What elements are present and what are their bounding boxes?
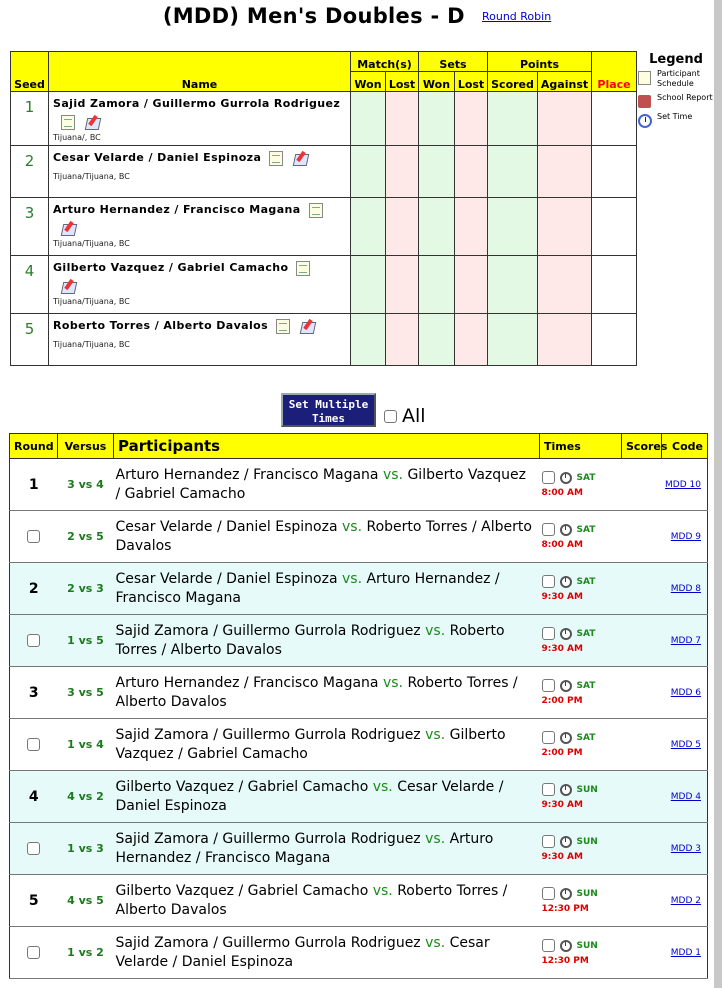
- page-header: [0, 4, 714, 28]
- standings-row: [11, 198, 637, 256]
- match-code-link[interactable]: MDD 10: [665, 479, 701, 490]
- col-points: Points: [488, 52, 592, 72]
- col-sets-lost: Lost: [455, 72, 488, 92]
- scores-cell: [622, 823, 662, 875]
- matches-lost-cell: [386, 146, 419, 198]
- points-against-cell: [538, 314, 592, 366]
- clock-icon[interactable]: [560, 784, 572, 796]
- match-time: 2:00 PM: [541, 748, 583, 758]
- match-row: [10, 459, 708, 511]
- points-against-cell: [538, 146, 592, 198]
- standings-row: [11, 92, 637, 146]
- clock-icon[interactable]: [560, 628, 572, 640]
- sets-won-cell: [419, 198, 455, 256]
- round-number: 3: [28, 684, 39, 701]
- match-day: SUN: [576, 784, 598, 795]
- match-code-link[interactable]: MDD 7: [670, 635, 701, 646]
- team-two[interactable]: Gilberto Vazquez / Gabriel Camacho: [115, 726, 506, 762]
- match-time: 9:30 AM: [541, 644, 583, 654]
- place-cell: [592, 198, 637, 256]
- code-cell: [662, 719, 708, 771]
- times-cell: [540, 459, 622, 511]
- match-code-link[interactable]: MDD 8: [670, 583, 701, 594]
- points-against-cell: [538, 198, 592, 256]
- col-times: Times: [540, 434, 622, 459]
- legend-title: Legend: [649, 52, 703, 67]
- time-select-checkbox[interactable]: [542, 731, 555, 744]
- times-cell: [540, 875, 622, 927]
- match-day: SAT: [576, 628, 596, 639]
- page-title: (MDD) Men's Doubles - D: [162, 4, 465, 28]
- match-select-checkbox[interactable]: [27, 946, 40, 959]
- match-select-checkbox[interactable]: [27, 634, 40, 647]
- scores-cell: [622, 563, 662, 615]
- participant-location: Tijuana/Tijuana, BC: [53, 340, 130, 349]
- participant-cell: [49, 198, 351, 256]
- match-time: 9:30 AM: [541, 852, 583, 862]
- team-two[interactable]: Cesar Velarde / Daniel Espinoza: [115, 934, 490, 970]
- match-row: [10, 563, 708, 615]
- code-cell: [662, 667, 708, 719]
- time-select-checkbox[interactable]: [542, 679, 555, 692]
- col-points-scored: Scored: [488, 72, 538, 92]
- participants-cell: [114, 823, 540, 875]
- col-round: Round: [10, 434, 58, 459]
- participant-location: Tijuana/Tijuana, BC: [53, 172, 130, 181]
- team-two[interactable]: Roberto Torres / Alberto Davalos: [115, 518, 532, 554]
- scores-cell: [622, 667, 662, 719]
- match-day: SAT: [576, 680, 596, 691]
- team-one[interactable]: Sajid Zamora / Guillermo Gurrola Rodriguez: [115, 726, 421, 743]
- time-select-checkbox[interactable]: [542, 783, 555, 796]
- time-select-checkbox[interactable]: [542, 627, 555, 640]
- team-two[interactable]: Roberto Torres / Alberto Davalos: [115, 882, 508, 918]
- round-number: 5: [28, 892, 39, 909]
- legend-label: Set Time: [657, 112, 693, 121]
- participants-cell: [114, 511, 540, 563]
- page-scrollbar[interactable]: [714, 0, 722, 988]
- participant-cell: [49, 256, 351, 314]
- participant-location: Tijuana/, BC: [53, 133, 101, 142]
- match-row: [10, 823, 708, 875]
- times-cell: [540, 771, 622, 823]
- vs-label: vs.: [372, 882, 393, 899]
- points-scored-cell: [488, 314, 538, 366]
- vs-label: vs.: [425, 622, 446, 639]
- round-cell: [10, 875, 58, 927]
- sets-lost-cell: [455, 314, 488, 366]
- team-two[interactable]: Arturo Hernandez / Francisco Magana: [115, 830, 494, 866]
- round-cell: [10, 615, 58, 667]
- time-select-checkbox[interactable]: [542, 471, 555, 484]
- vs-label: vs.: [425, 934, 446, 951]
- round-number: 1: [28, 476, 39, 493]
- match-code-link[interactable]: MDD 9: [670, 531, 701, 542]
- col-sets-won: Won: [419, 72, 455, 92]
- vs-label: vs.: [425, 830, 446, 847]
- versus-cell: 2 vs 5: [58, 511, 114, 563]
- versus-cell: 1 vs 2: [58, 927, 114, 979]
- code-cell: [662, 511, 708, 563]
- participant-name[interactable]: Sajid Zamora / Guillermo Gurrola Rodriguez: [53, 97, 341, 110]
- col-matches: Match(s): [351, 52, 419, 72]
- match-code-link[interactable]: MDD 4: [670, 791, 701, 802]
- participant-location: Tijuana/Tijuana, BC: [53, 297, 130, 306]
- all-checkbox[interactable]: [384, 410, 397, 423]
- vs-label: vs.: [382, 466, 403, 483]
- round-cell: [10, 511, 58, 563]
- match-day: SAT: [576, 472, 596, 483]
- code-cell: [662, 563, 708, 615]
- set-time-icon[interactable]: [300, 319, 316, 334]
- col-name: Name: [49, 52, 351, 92]
- legend-item-report: [638, 93, 714, 108]
- col-place: Place: [592, 52, 637, 92]
- participant-schedule-icon[interactable]: [269, 151, 283, 166]
- col-points-against: Against: [538, 72, 592, 92]
- standings-row: [11, 146, 637, 198]
- match-code-link[interactable]: MDD 6: [670, 687, 701, 698]
- sets-lost-cell: [455, 198, 488, 256]
- seed-number: 3: [11, 198, 49, 256]
- set-multiple-times-button[interactable]: Set Multiple Times: [281, 393, 376, 427]
- match-day: SUN: [576, 940, 598, 951]
- matches-lost-cell: [386, 256, 419, 314]
- set-time-icon[interactable]: [61, 279, 77, 294]
- participant-cell: [49, 92, 351, 146]
- sets-lost-cell: [455, 256, 488, 314]
- place-cell: [592, 92, 637, 146]
- school-report-icon: [638, 95, 651, 108]
- scores-cell: [622, 927, 662, 979]
- sets-lost-cell: [455, 92, 488, 146]
- matches-won-cell: [351, 256, 386, 314]
- participant-schedule-icon[interactable]: [276, 319, 290, 334]
- versus-cell: 3 vs 5: [58, 667, 114, 719]
- team-one[interactable]: Cesar Velarde / Daniel Espinoza: [115, 570, 338, 587]
- points-against-cell: [538, 256, 592, 314]
- versus-cell: 2 vs 3: [58, 563, 114, 615]
- versus-cell: 3 vs 4: [58, 459, 114, 511]
- code-cell: [662, 823, 708, 875]
- scores-cell: [622, 615, 662, 667]
- team-one[interactable]: Gilberto Vazquez / Gabriel Camacho: [115, 778, 369, 795]
- participant-schedule-icon[interactable]: [296, 261, 310, 276]
- match-code-link[interactable]: MDD 5: [670, 739, 701, 750]
- participants-cell: [114, 719, 540, 771]
- time-select-checkbox[interactable]: [542, 887, 555, 900]
- seed-number: 4: [11, 256, 49, 314]
- col-versus: Versus: [58, 434, 114, 459]
- match-row: [10, 927, 708, 979]
- match-row: [10, 771, 708, 823]
- clock-icon[interactable]: [560, 836, 572, 848]
- match-code-link[interactable]: MDD 3: [670, 843, 701, 854]
- scores-cell: [622, 719, 662, 771]
- time-select-checkbox[interactable]: [542, 523, 555, 536]
- time-select-checkbox[interactable]: [542, 939, 555, 952]
- match-day: SAT: [576, 524, 596, 535]
- code-cell: [662, 771, 708, 823]
- team-one[interactable]: Cesar Velarde / Daniel Espinoza: [115, 518, 338, 535]
- participant-schedule-icon: [638, 71, 651, 85]
- match-day: SAT: [576, 576, 596, 587]
- match-time: 12:30 PM: [541, 904, 589, 914]
- sets-won-cell: [419, 146, 455, 198]
- participants-cell: [114, 875, 540, 927]
- place-cell: [592, 314, 637, 366]
- clock-icon[interactable]: [560, 680, 572, 692]
- points-against-cell: [538, 92, 592, 146]
- col-scores: Scores: [622, 434, 662, 459]
- vs-label: vs.: [341, 518, 363, 535]
- team-one[interactable]: Gilberto Vazquez / Gabriel Camacho: [115, 882, 369, 899]
- times-cell: [540, 511, 622, 563]
- times-cell: [540, 667, 622, 719]
- round-number: 2: [28, 580, 39, 597]
- participant-name[interactable]: Roberto Torres / Alberto Davalos: [53, 319, 269, 332]
- points-scored-cell: [488, 256, 538, 314]
- standings-table: [10, 51, 637, 366]
- col-matches-won: Won: [351, 72, 386, 92]
- points-scored-cell: [488, 198, 538, 256]
- participant-name[interactable]: Gilberto Vazquez / Gabriel Camacho: [53, 261, 289, 274]
- matches-lost-cell: [386, 92, 419, 146]
- participants-cell: [114, 615, 540, 667]
- versus-cell: 4 vs 5: [58, 875, 114, 927]
- match-day: SAT: [576, 732, 596, 743]
- team-one[interactable]: Sajid Zamora / Guillermo Gurrola Rodriguez: [115, 830, 421, 847]
- place-cell: [592, 256, 637, 314]
- scores-cell: [622, 875, 662, 927]
- round-cell: [10, 927, 58, 979]
- scores-cell: [622, 511, 662, 563]
- round-cell: [10, 667, 58, 719]
- set-time-icon[interactable]: [61, 221, 77, 236]
- col-seed: Seed: [11, 52, 49, 92]
- round-cell: [10, 459, 58, 511]
- participant-cell: [49, 146, 351, 198]
- match-time: 9:30 AM: [541, 592, 583, 602]
- match-day: SUN: [576, 888, 598, 899]
- round-cell: [10, 719, 58, 771]
- clock-icon[interactable]: [560, 940, 572, 952]
- clock-icon[interactable]: [560, 888, 572, 900]
- participants-cell: [114, 927, 540, 979]
- match-row: [10, 667, 708, 719]
- legend-label: Participant Schedule: [657, 69, 700, 88]
- code-cell: [662, 615, 708, 667]
- clock-icon[interactable]: [560, 472, 572, 484]
- match-row: [10, 875, 708, 927]
- team-one[interactable]: Arturo Hernandez / Francisco Magana: [115, 466, 379, 483]
- legend-label: School Report: [657, 93, 713, 102]
- vs-label: vs.: [382, 674, 403, 691]
- times-cell: [540, 823, 622, 875]
- match-row: [10, 615, 708, 667]
- participants-cell: [114, 771, 540, 823]
- match-select-checkbox[interactable]: [27, 842, 40, 855]
- seed-number: 2: [11, 146, 49, 198]
- match-select-checkbox[interactable]: [27, 738, 40, 751]
- seed-number: 1: [11, 92, 49, 146]
- col-participants: Participants: [114, 434, 540, 459]
- team-two[interactable]: Arturo Hernandez / Francisco Magana: [115, 570, 500, 606]
- match-time: 8:00 AM: [541, 488, 583, 498]
- sets-lost-cell: [455, 146, 488, 198]
- versus-cell: 4 vs 2: [58, 771, 114, 823]
- seed-number: 5: [11, 314, 49, 366]
- set-time-icon[interactable]: [85, 115, 101, 130]
- participants-cell: [114, 667, 540, 719]
- match-time: 12:30 PM: [541, 956, 589, 966]
- round-cell: [10, 563, 58, 615]
- versus-cell: 1 vs 4: [58, 719, 114, 771]
- team-one[interactable]: Sajid Zamora / Guillermo Gurrola Rodriguez: [115, 622, 421, 639]
- participant-name[interactable]: Arturo Hernandez / Francisco Magana: [53, 203, 301, 216]
- all-toggle: [384, 405, 426, 427]
- team-two[interactable]: Roberto Torres / Alberto Davalos: [115, 622, 505, 658]
- match-day: SUN: [576, 836, 598, 847]
- participants-cell: [114, 563, 540, 615]
- participants-cell: [114, 459, 540, 511]
- round-number: 4: [28, 788, 39, 805]
- standings-row: [11, 256, 637, 314]
- legend: [638, 52, 714, 132]
- match-code-link[interactable]: MDD 1: [670, 947, 701, 958]
- sets-won-cell: [419, 256, 455, 314]
- times-cell: [540, 719, 622, 771]
- time-select-checkbox[interactable]: [542, 835, 555, 848]
- round-cell: [10, 823, 58, 875]
- team-two[interactable]: Cesar Velarde / Daniel Espinoza: [115, 778, 504, 814]
- participant-schedule-icon[interactable]: [309, 203, 323, 218]
- matches-won-cell: [351, 314, 386, 366]
- points-scored-cell: [488, 92, 538, 146]
- code-cell: [662, 927, 708, 979]
- legend-item-schedule: [638, 69, 714, 89]
- sets-won-cell: [419, 314, 455, 366]
- matches-lost-cell: [386, 198, 419, 256]
- matches-table: [9, 433, 708, 979]
- match-time: 8:00 AM: [541, 540, 583, 550]
- vs-label: vs.: [372, 778, 393, 795]
- round-cell: [10, 771, 58, 823]
- versus-cell: 1 vs 5: [58, 615, 114, 667]
- team-one[interactable]: Sajid Zamora / Guillermo Gurrola Rodriguez: [115, 934, 421, 951]
- col-code: Code: [662, 434, 708, 459]
- scores-cell: [622, 771, 662, 823]
- sets-won-cell: [419, 92, 455, 146]
- code-cell: [662, 459, 708, 511]
- round-robin-link[interactable]: Round Robin: [481, 10, 552, 23]
- team-two[interactable]: Gilberto Vazquez / Gabriel Camacho: [115, 466, 526, 502]
- participant-name[interactable]: Cesar Velarde / Daniel Espinoza: [53, 151, 262, 164]
- clock-icon[interactable]: [560, 524, 572, 536]
- time-select-checkbox[interactable]: [542, 575, 555, 588]
- set-time-icon[interactable]: [293, 151, 309, 166]
- participant-schedule-icon[interactable]: [61, 115, 75, 130]
- times-cell: [540, 927, 622, 979]
- match-time: 9:30 AM: [541, 800, 583, 810]
- points-scored-cell: [488, 146, 538, 198]
- times-cell: [540, 563, 622, 615]
- clock-icon[interactable]: [560, 732, 572, 744]
- clock-icon: [638, 114, 652, 128]
- versus-cell: 1 vs 3: [58, 823, 114, 875]
- match-row: [10, 719, 708, 771]
- clock-icon[interactable]: [560, 576, 572, 588]
- participant-cell: [49, 314, 351, 366]
- times-cell: [540, 615, 622, 667]
- place-cell: [592, 146, 637, 198]
- vs-label: vs.: [341, 570, 363, 587]
- col-matches-lost: Lost: [386, 72, 419, 92]
- team-two[interactable]: Roberto Torres / Alberto Davalos: [115, 674, 518, 710]
- matches-won-cell: [351, 146, 386, 198]
- matches-lost-cell: [386, 314, 419, 366]
- code-cell: [662, 875, 708, 927]
- all-label: All: [402, 405, 426, 427]
- col-sets: Sets: [419, 52, 488, 72]
- standings-row: [11, 314, 637, 366]
- match-time: 2:00 PM: [541, 696, 583, 706]
- match-select-checkbox[interactable]: [27, 530, 40, 543]
- vs-label: vs.: [425, 726, 446, 743]
- team-one[interactable]: Arturo Hernandez / Francisco Magana: [115, 674, 379, 691]
- matches-won-cell: [351, 198, 386, 256]
- match-row: [10, 511, 708, 563]
- participant-location: Tijuana/Tijuana, BC: [53, 239, 130, 248]
- match-code-link[interactable]: MDD 2: [670, 895, 701, 906]
- scores-cell: [622, 459, 662, 511]
- matches-won-cell: [351, 92, 386, 146]
- legend-item-settime: [638, 112, 714, 128]
